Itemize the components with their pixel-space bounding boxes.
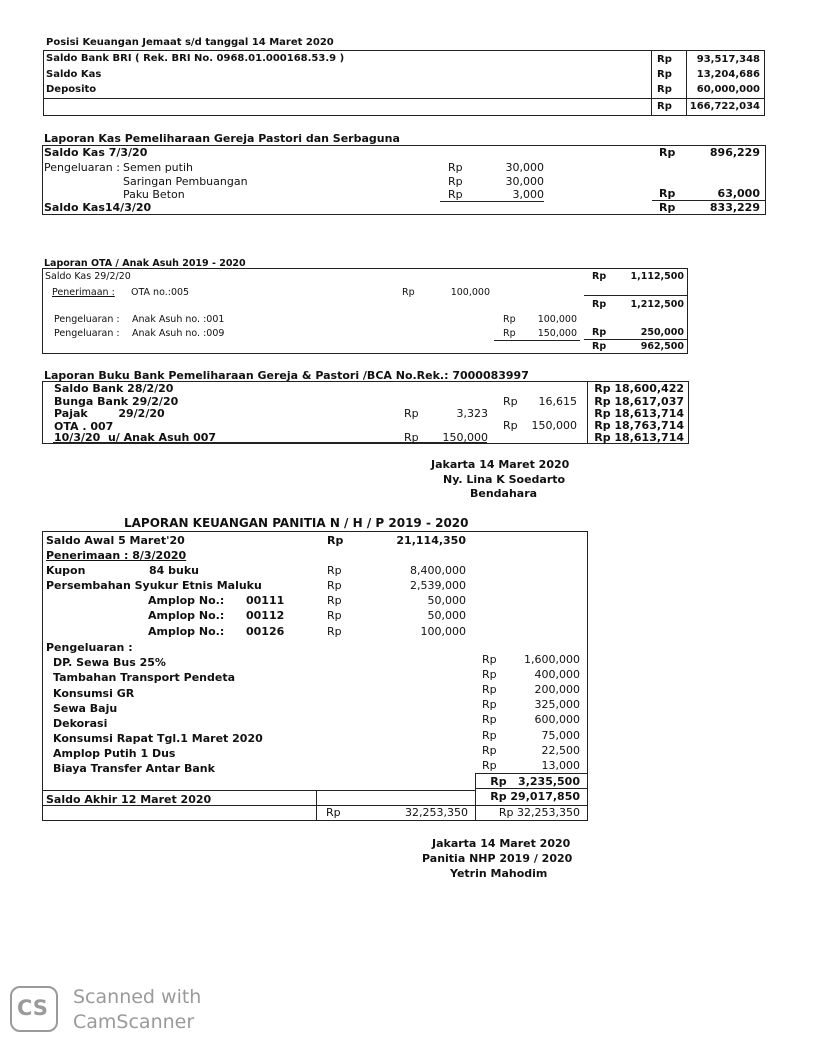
s5-expense-label: DP. Sewa Bus 25% — [53, 656, 166, 669]
s5-final-cur: Rp — [326, 806, 341, 819]
s2-item-amount: 30,000 — [505, 175, 544, 188]
s5-saldo-awal-label: Saldo Awal 5 Maret'20 — [46, 534, 185, 547]
sign2-name: Yetrin Mahodim — [450, 867, 548, 880]
s1-row-label: Deposito — [46, 84, 97, 95]
s5-expense-cur: Rp — [482, 729, 497, 742]
s5-income-detail: 00111 — [246, 594, 285, 607]
s5-saldo-awal-amount: 21,114,350 — [396, 534, 466, 547]
s4-row-label: OTA . 007 — [54, 420, 114, 433]
s5-income-amount: 8,400,000 — [410, 564, 466, 577]
s4-row-balance: Rp 18,600,422 — [594, 382, 684, 395]
s5-expense-cur: Rp — [482, 653, 497, 666]
s2-item-label: Saringan Pembuangan — [123, 175, 248, 188]
s5-income-label: Amplop No.: — [148, 609, 225, 622]
s5-expense-amount: 325,000 — [534, 698, 580, 711]
s5-income-detail: 00112 — [246, 609, 285, 622]
s3-saldo-label: Saldo Kas 29/2/20 — [45, 271, 131, 282]
s2-item-cur: Rp — [448, 188, 463, 201]
s2-item-amount: 30,000 — [505, 161, 544, 174]
s3-saldo-cur: Rp — [592, 271, 607, 282]
s4-row-balance: Rp 18,613,714 — [594, 407, 684, 420]
s1-title: Posisi Keuangan Jemaat s/d tanggal 14 Maret 2020 — [46, 37, 334, 48]
s5-final-right: Rp 32,253,350 — [498, 806, 580, 819]
s5-expense-cur: Rp — [482, 683, 497, 696]
s5-income-label: Kupon — [46, 564, 86, 577]
s4-row-label: Saldo Bank 28/2/20 — [54, 382, 174, 395]
s5-saldo-awal-cur: Rp — [327, 534, 344, 547]
s2-items-total: 63,000 — [717, 187, 760, 200]
s5-income-amount: 50,000 — [427, 609, 466, 622]
s2-item-cur: Rp — [448, 175, 463, 188]
s2-saldo-amount: 896,229 — [709, 146, 760, 159]
s3-end-amount: 962,500 — [640, 341, 684, 352]
sign2-org: Panitia NHP 2019 / 2020 — [422, 852, 573, 865]
s4-row-balance: Rp 18,763,714 — [594, 419, 684, 432]
s5-income-cur: Rp — [327, 564, 342, 577]
s1-total-cur: Rp — [657, 101, 672, 112]
s3-pengeluaran-total: 250,000 — [640, 327, 684, 338]
s2-title: Laporan Kas Pemeliharaan Gereja Pastori dan Serbaguna — [44, 132, 400, 145]
s5-expense-amount: 1,600,000 — [524, 653, 580, 666]
s3-saldo-amount: 1,112,500 — [630, 271, 684, 282]
s5-income-label: Persembahan Syukur Etnis Maluku — [46, 579, 262, 592]
s1-row-amount: 60,000,000 — [696, 84, 760, 95]
s3-subtotal-cur: Rp — [592, 299, 607, 310]
s5-expense-cur: Rp — [482, 668, 497, 681]
s4-row-cur: Rp — [503, 395, 518, 408]
s5-final-amount: 32,253,350 — [405, 806, 468, 819]
s4-row-cur: Rp — [404, 407, 419, 420]
s4-row-amount: 150,000 — [442, 431, 488, 444]
s5-income-label: Amplop No.: — [148, 625, 225, 638]
s2-item-cur: Rp — [448, 161, 463, 174]
s5-expense-label: Amplop Putih 1 Dus — [53, 747, 176, 760]
s5-income-label: Amplop No.: — [148, 594, 225, 607]
s3-title: Laporan OTA / Anak Asuh 2019 - 2020 — [44, 258, 246, 269]
s1-total-amount: 166,722,034 — [689, 101, 760, 112]
s4-row-label: Pajak 29/2/20 — [54, 407, 165, 420]
s5-expense-amount: 13,000 — [541, 759, 580, 772]
s5-expense-label: Tambahan Transport Pendeta — [53, 671, 236, 684]
s2-item-label: Paku Beton — [123, 188, 185, 201]
s2-items-total-cur: Rp — [659, 187, 676, 200]
s5-expense-label: Konsumsi GR — [53, 687, 135, 700]
sign2-place-date: Jakarta 14 Maret 2020 — [432, 837, 571, 850]
s2-saldo-label: Saldo Kas 7/3/20 — [44, 146, 148, 159]
s5-expense-cur: Rp — [482, 759, 497, 772]
s3-pengeluaran-amount: 150,000 — [537, 328, 577, 339]
s5-income-cur: Rp — [327, 609, 342, 622]
sign1-place-date: Jakarta 14 Maret 2020 — [431, 458, 570, 471]
s2-end-label: Saldo Kas14/3/20 — [44, 201, 152, 214]
s3-pengeluaran-cur: Rp — [503, 314, 516, 325]
s4-row-cur: Rp — [404, 431, 419, 444]
s2-end-amount: 833,229 — [709, 201, 760, 214]
s5-title: LAPORAN KEUANGAN PANITIA N / H / P 2019 - 2020 — [124, 516, 469, 530]
s1-row-cur: Rp — [657, 69, 672, 80]
s4-row-amount: 150,000 — [531, 419, 577, 432]
s1-row-cur: Rp — [657, 54, 672, 65]
s5-expense-label: Dekorasi — [53, 717, 108, 730]
s5-expense-cur: Rp — [482, 713, 497, 726]
s1-row-cur: Rp — [657, 84, 672, 95]
s5-expense-label: Biaya Transfer Antar Bank — [53, 762, 215, 775]
s5-income-detail: 00126 — [246, 625, 285, 638]
camscanner-logo-text: CS — [17, 996, 48, 1020]
s4-title: Laporan Buku Bank Pemeliharaan Gereja & Pastori /BCA No.Rek.: 7000083997 — [44, 369, 529, 382]
s5-penerimaan-label: Penerimaan : 8/3/2020 — [46, 549, 187, 562]
s3-penerimaan-cur: Rp — [402, 287, 415, 298]
s5-saldo-akhir-label: Saldo Akhir 12 Maret 2020 — [46, 793, 212, 806]
s4-row-label: 10/3/20 u/ Anak Asuh 007 — [54, 431, 217, 444]
s5-expense-label: Sewa Baju — [53, 702, 118, 715]
s5-expense-cur: Rp — [482, 698, 497, 711]
s5-income-amount: 50,000 — [427, 594, 466, 607]
s4-row-amount: 16,615 — [538, 395, 577, 408]
s5-expense-amount: 600,000 — [534, 713, 580, 726]
s3-penerimaan-label: Penerimaan : — [52, 287, 115, 298]
s5-pengeluaran-label: Pengeluaran : — [46, 641, 133, 654]
s3-pengeluaran-label: Pengeluaran : — [54, 328, 120, 339]
s3-penerimaan-item: OTA no.:005 — [131, 287, 190, 298]
s2-item-amount: 3,000 — [512, 188, 544, 201]
s4-row-cur: Rp — [503, 419, 518, 432]
s5-expense-amount: 200,000 — [534, 683, 580, 696]
s1-row-amount: 13,204,686 — [696, 69, 760, 80]
s5-income-amount: 2,539,000 — [410, 579, 466, 592]
camscanner-logo-icon — [10, 986, 58, 1032]
s1-row-label: Saldo Bank BRI ( Rek. BRI No. 0968.01.000168.53.9 ) — [46, 53, 345, 64]
s4-row-balance: Rp 18,617,037 — [594, 395, 684, 408]
s4-row-label: Bunga Bank 29/2/20 — [54, 395, 179, 408]
s5-income-cur: Rp — [327, 594, 342, 607]
s3-subtotal: 1,212,500 — [630, 299, 684, 310]
s5-expense-label: Konsumsi Rapat Tgl.1 Maret 2020 — [53, 732, 263, 745]
s2-saldo-cur: Rp — [659, 146, 676, 159]
s3-pengeluaran-item: Anak Asuh no. :001 — [132, 314, 225, 325]
s5-saldo-akhir-right: Rp 29,017,850 — [490, 790, 580, 803]
s3-pengeluaran-cur: Rp — [503, 328, 516, 339]
sign1-name: Ny. Lina K Soedarto — [443, 473, 566, 486]
s2-item-label: Semen putih — [123, 161, 193, 174]
watermark-line2: CamScanner — [73, 1011, 195, 1033]
s5-expense-amount: 22,500 — [541, 744, 580, 757]
s5-expense-amount: 400,000 — [534, 668, 580, 681]
s5-expense-total: Rp 3,235,500 — [490, 775, 580, 788]
watermark-line1: Scanned with — [73, 986, 202, 1008]
s5-income-detail: 84 buku — [149, 564, 199, 577]
s3-end-cur: Rp — [592, 341, 607, 352]
s2-pengeluaran-label: Pengeluaran : — [44, 161, 120, 174]
sign1-role: Bendahara — [470, 487, 538, 500]
s4-row-balance: Rp 18,613,714 — [594, 431, 684, 444]
s5-income-cur: Rp — [327, 625, 342, 638]
s3-penerimaan-amount: 100,000 — [450, 287, 490, 298]
s3-pengeluaran-label: Pengeluaran : — [54, 314, 120, 325]
s1-row-label: Saldo Kas — [46, 69, 102, 80]
s5-expense-cur: Rp — [482, 744, 497, 757]
s5-income-cur: Rp — [327, 579, 342, 592]
s5-income-amount: 100,000 — [420, 625, 466, 638]
s3-pengeluaran-item: Anak Asuh no. :009 — [132, 328, 225, 339]
s3-pengeluaran-amount: 100,000 — [537, 314, 577, 325]
s4-row-amount: 3,323 — [456, 407, 488, 420]
s2-end-cur: Rp — [659, 201, 676, 214]
s3-pengeluaran-total-cur: Rp — [592, 327, 607, 338]
s1-row-amount: 93,517,348 — [696, 54, 760, 65]
s5-expense-amount: 75,000 — [541, 729, 580, 742]
